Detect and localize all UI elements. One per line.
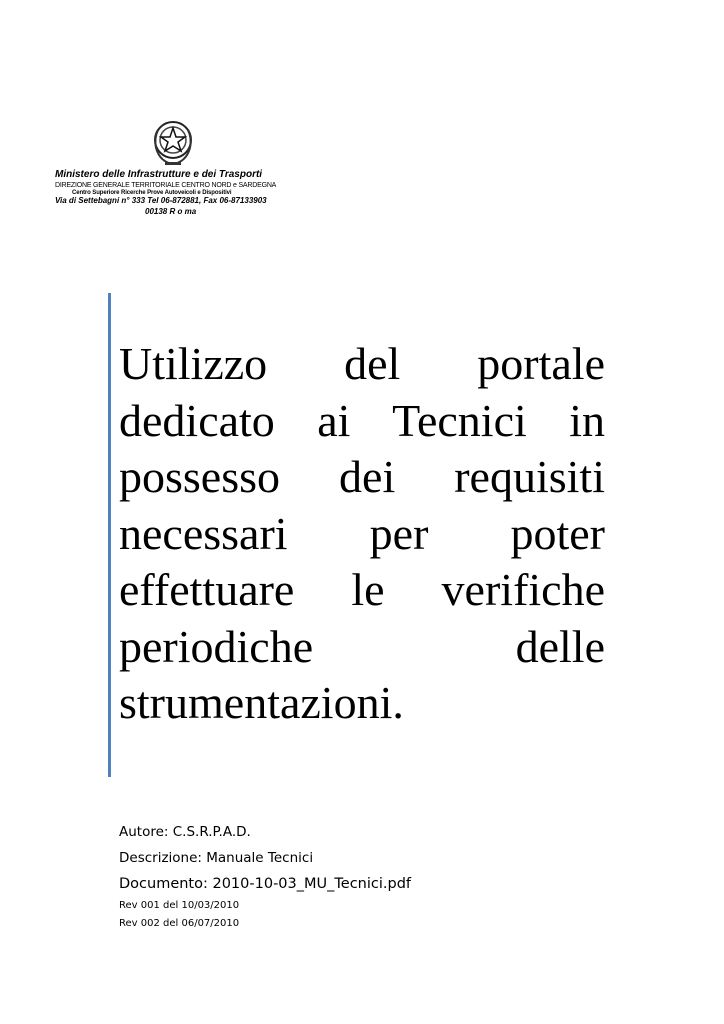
description-line: Descrizione: Manuale Tecnici (119, 850, 314, 866)
direzione-line: DIREZIONE GENERALE TERRITORIALE CENTRO NORD e SARDEGNA (55, 182, 277, 189)
city-line: 00138 R o ma (145, 207, 197, 216)
revision-line-2: Rev 002 del 06/07/2010 (119, 918, 240, 929)
document-line: Documento: 2010-10-03_MU_Tecnici.pdf (119, 876, 412, 892)
address-line: Via di Settebagni n° 333 Tel 06-872881, Fax 06-87133903 (55, 196, 267, 205)
accent-bar (108, 293, 111, 777)
document-title: Utilizzo del portale dedicato ai Tecnici in possesso dei requisiti necessari per poter effettuare le verifiche periodiche delle strumentazioni. (119, 338, 605, 728)
ministry-name: Ministero delle Infrastrutture e dei Trasporti (55, 169, 263, 180)
revision-line-1: Rev 001 del 10/03/2010 (119, 900, 240, 911)
italian-republic-emblem-icon (150, 118, 196, 168)
centro-line: Centro Superiore Ricerche Prove Autoveicoli e Dispositivi (72, 190, 232, 196)
author-line: Autore: C.S.R.P.A.D. (119, 824, 251, 840)
